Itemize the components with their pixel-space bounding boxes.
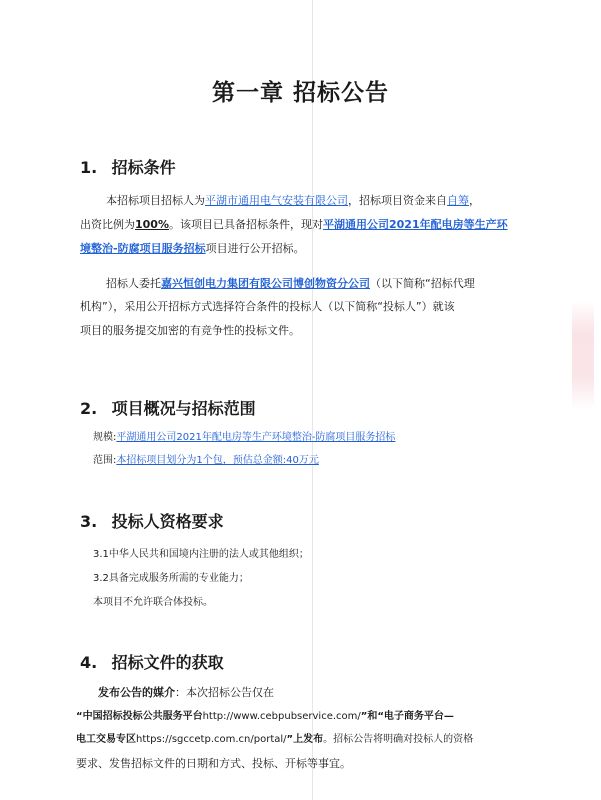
fund-source: 自筹 — [447, 194, 469, 207]
platform-name-2b: 电工交易专区 — [76, 734, 136, 745]
section-3-heading — [80, 509, 224, 532]
s3-no-consortium: 本项目不允许联合体投标。 — [93, 597, 213, 608]
section-1-title: 招标条件 — [111, 158, 176, 177]
s1-paragraph-2-line-2: 机构”），采用公开招标方式选择符合条件的投标人（以下简称“投标人”）就该 — [80, 300, 455, 313]
text: ，招标项目资金来自 — [348, 194, 447, 207]
text: ”和 — [360, 711, 378, 722]
platform-name-1: “中国招标投标公共服务平台 — [76, 711, 203, 722]
s1-paragraph-2-line-3: 项目的服务提交加密的有竞争性的投标文件。 — [80, 324, 300, 337]
text: 出资比例为 — [80, 218, 135, 231]
section-4-title: 招标文件的获取 — [111, 653, 224, 672]
platform-url-1[interactable]: http://www.cebpubservice.com/ — [202, 711, 361, 722]
agency-name: 嘉兴恒创电力集团有限公司博创物资分公司 — [161, 277, 370, 290]
s3-requirement-1: 3.1中华人民共和国境内注册的法人或其他组织； — [93, 549, 309, 560]
tenderer-name: 平湖市通用电气安装有限公司 — [205, 194, 348, 207]
media-label: 发布公告的媒介 — [98, 686, 175, 699]
scale-value: 平湖通用公司2021年配电房等生产环境整治-防腐项目服务招标 — [116, 432, 396, 443]
platform-url-2[interactable]: https://sgccetp.com.cn/portal/ — [136, 734, 287, 745]
section-3-title: 投标人资格要求 — [111, 512, 224, 531]
s4-line-1 — [98, 686, 274, 700]
section-2-number: 2. — [80, 399, 98, 418]
scope-value: 本招标项目划分为1个包，预估总金额:40万元 — [116, 455, 319, 466]
text: （以下简称“招标代理 — [370, 277, 475, 290]
scope-label: 范围: — [93, 455, 117, 466]
s2-scope-line — [93, 454, 319, 468]
page-fold-line — [312, 0, 313, 800]
project-name-part-1: 平湖通用公司2021年配电房等生产环 — [322, 218, 508, 231]
s4-line-4: 要求、发售招标文件的日期和方式、投标、开标等事宜。 — [76, 757, 351, 770]
section-4-number: 4. — [80, 653, 98, 672]
text: ， — [469, 194, 480, 207]
section-1-number: 1. — [80, 158, 98, 177]
text: 本招标项目招标人为 — [106, 194, 205, 207]
text: 招标人委托 — [106, 277, 161, 290]
section-1-heading — [80, 155, 176, 178]
text: ：本次招标公告仅在 — [175, 686, 274, 699]
s3-requirement-2: 3.2具备完成服务所需的专业能力； — [93, 573, 249, 584]
red-seal-stamp — [572, 300, 594, 410]
text: 。该项目已具备招标条件，现对 — [168, 218, 323, 231]
section-2-heading — [80, 396, 256, 419]
text: ”上发布 — [286, 734, 324, 745]
s1-paragraph-1-line-1 — [106, 194, 480, 208]
scale-label: 规模: — [93, 432, 117, 443]
section-2-title: 项目概况与招标范围 — [111, 399, 256, 418]
platform-name-2: “电子商务平台— — [377, 711, 454, 722]
s1-paragraph-2-line-1 — [106, 277, 475, 291]
s2-scale-line — [93, 431, 395, 445]
s4-line-2 — [76, 710, 454, 724]
text: 项目进行公开招标。 — [205, 242, 305, 255]
text: 。招标公告将明确对投标人的资格 — [323, 734, 474, 745]
funding-ratio: 100% — [135, 218, 169, 231]
section-3-number: 3. — [80, 512, 98, 531]
s1-paragraph-1-line-3 — [80, 242, 305, 256]
chapter-title: 第一章 招标公告 — [211, 80, 389, 106]
section-4-heading — [80, 650, 224, 673]
s1-paragraph-1-line-2 — [80, 218, 508, 232]
project-name-part-2: 境整治-防腐项目服务招标 — [80, 242, 206, 255]
s4-line-3 — [76, 733, 473, 747]
